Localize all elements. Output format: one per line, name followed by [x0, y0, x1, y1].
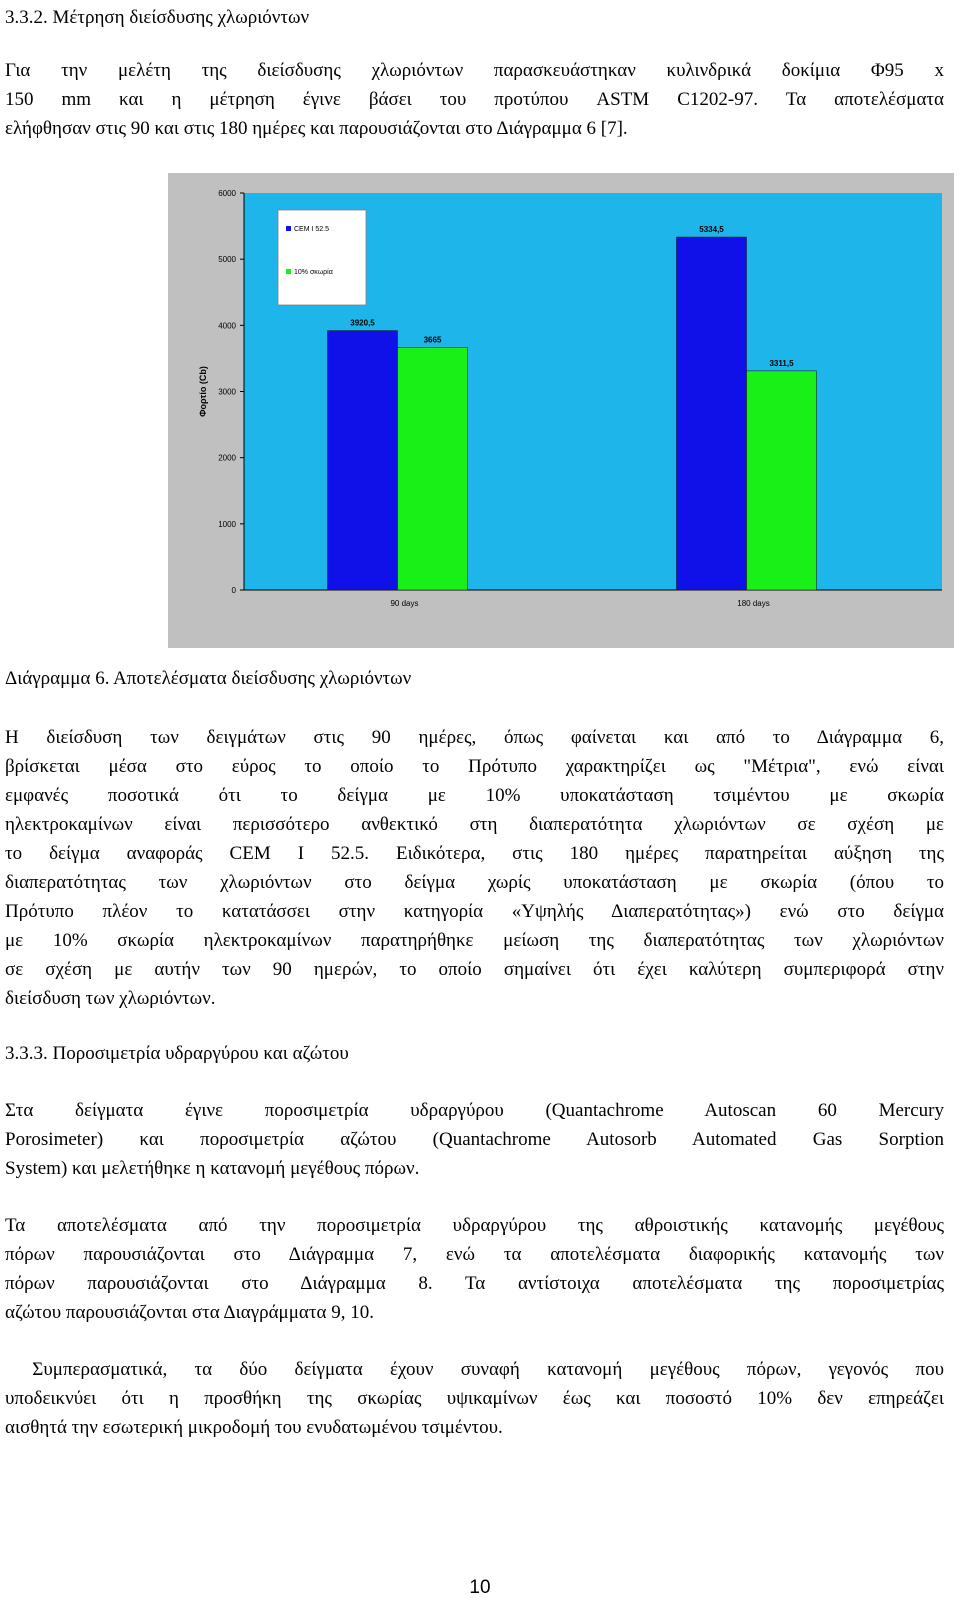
y-tick-label: 5000: [218, 255, 236, 265]
bar-data-label: 5334,5: [699, 225, 724, 235]
bar-data-label: 3920,5: [350, 318, 375, 328]
paragraph-line: Πρότυπο πλέον το κατατάσσει στην κατηγορία «Υψηλής Διαπερατότητας») ενώ στο δείγμα: [5, 901, 944, 922]
chloride-chart: [168, 173, 954, 648]
x-tick-label: 90 days: [390, 599, 419, 608]
y-tick-label: 0: [231, 586, 236, 595]
paragraph-line: το δείγμα αναφοράς CEM I 52.5. Ειδικότερα, στις 180 ημέρες παρατηρείται αύξηση της: [5, 843, 944, 864]
legend-swatch: [286, 226, 291, 231]
paragraph-line: ελήφθησαν στις 90 και στις 180 ημέρες και παρουσιάζονται στο Διάγραμμα 6 [7].: [5, 118, 628, 139]
paragraph-line: εμφανές ποσοτικά ότι το δείγμα με 10% υποκατάσταση τσιμέντου με σκωρία: [5, 785, 944, 806]
x-tick-label: 180 days: [737, 599, 770, 608]
paragraph-line: διαπερατότητας των χλωριόντων στο δείγμα χωρίς υποκατάσταση με σκωρία (όπου το: [5, 872, 944, 893]
paragraph-line: διείσδυση των χλωριόντων.: [5, 988, 216, 1009]
section-heading-chloride: 3.3.2. Μέτρηση διείσδυσης χλωριόντων: [5, 7, 310, 28]
paragraph-line: Η διείσδυση των δειγμάτων στις 90 ημέρες, όπως φαίνεται και από το Διάγραμμα 6,: [5, 727, 944, 748]
bar: [747, 371, 817, 590]
legend-box: [278, 210, 366, 305]
paragraph-line: Porosimeter) και πορoσιμετρία αζώτου (Quantachrome Autosorb Automated Gas Sorption: [5, 1129, 944, 1150]
chart-svg: [168, 173, 954, 648]
bar-data-label: 3665: [423, 335, 442, 345]
paragraph-line: αισθητά την εσωτερική μικροδομή του ενυδατωμένου τσιμέντου.: [5, 1417, 503, 1438]
y-tick-label: 4000: [218, 321, 236, 331]
figure-caption: Διάγραμμα 6. Αποτελέσματα διείσδυσης χλωριόντων: [5, 668, 412, 689]
page-number: 10: [469, 1577, 491, 1598]
paragraph-line: Συμπερασματικά, τα δύο δείγματα έχουν συναφή κατανομή μεγέθους πόρων, γεγονός που: [5, 1359, 944, 1380]
paragraph-line: ηλεκτροκαμίνων είναι περισσότερο ανθεκτικό στη διαπερατότητα χλωριόντων σε σχέση με: [5, 814, 944, 835]
y-tick-label: 2000: [218, 453, 236, 463]
legend-label: 10% σκωρία: [294, 269, 333, 276]
paragraph-line: 150 mm και η μέτρηση έγινε βάσει του προτύπου ASTM C1202-97. Τα αποτελέσματα: [5, 89, 944, 110]
bar: [677, 237, 747, 590]
paragraph-line: Τα αποτελέσματα από την πορoσιμετρία υδραργύρου της αθροιστικής κατανομής μεγέθους: [5, 1215, 944, 1236]
paragraph-line: System) και μελετήθηκε η κατανομή μεγέθους πόρων.: [5, 1158, 420, 1179]
paragraph-line: βρίσκεται μέσα στο εύρος το οποίο το Πρότυπο χαρακτηρίζει ως "Μέτρια", ενώ είναι: [5, 756, 944, 777]
paragraph-line: Για την μελέτη της διείσδυσης χλωριόντων παρασκευάστηκαν κυλινδρικά δοκίμια Φ95 x: [5, 60, 944, 81]
y-axis-title: Φορτίο (Cb): [198, 366, 208, 417]
paragraph-line: υποδεικνύει ότι η προσθήκη της σκωρίας υψικαμίνων έως και ποσοστό 10% δεν επηρεάζει: [5, 1388, 944, 1409]
paragraph-line: πόρων παρουσιάζονται στο Διάγραμμα 8. Τα αντίστοιχα αποτελέσματα της πορoσιμετρίας: [5, 1273, 944, 1294]
paragraph-line: αζώτου παρουσιάζονται στα Διαγράμματα 9, 10.: [5, 1302, 374, 1323]
y-tick-label: 1000: [218, 519, 236, 529]
y-tick-label: 6000: [218, 189, 236, 198]
paragraph-line: Στα δείγματα έγινε πορoσιμετρία υδραργύρου (Quantachrome Autoscan 60 Mercury: [5, 1100, 944, 1121]
paragraph-line: σε σχέση με αυτήν των 90 ημερών, το οποίο σημαίνει ότι έχει καλύτερη συμπεριφορά στην: [5, 959, 944, 980]
paragraph-line: πόρων παρουσιάζονται στο Διάγραμμα 7, ενώ τα αποτελέσματα διαφορικής κατανομής των: [5, 1244, 944, 1265]
paragraph-line: με 10% σκωρία ηλεκτροκαμίνων παρατηρήθηκε μείωση της διαπερατότητας των χλωριόντων: [5, 930, 944, 951]
legend-swatch: [286, 269, 291, 274]
y-tick-label: 3000: [218, 387, 236, 397]
legend-label: CEM I 52.5: [294, 226, 330, 233]
bar: [328, 331, 398, 590]
bar-data-label: 3311,5: [769, 358, 794, 368]
bar: [398, 347, 468, 590]
section-heading-porosimetry: 3.3.3. Πορoσιμετρία υδραργύρου και αζώτου: [5, 1043, 349, 1064]
